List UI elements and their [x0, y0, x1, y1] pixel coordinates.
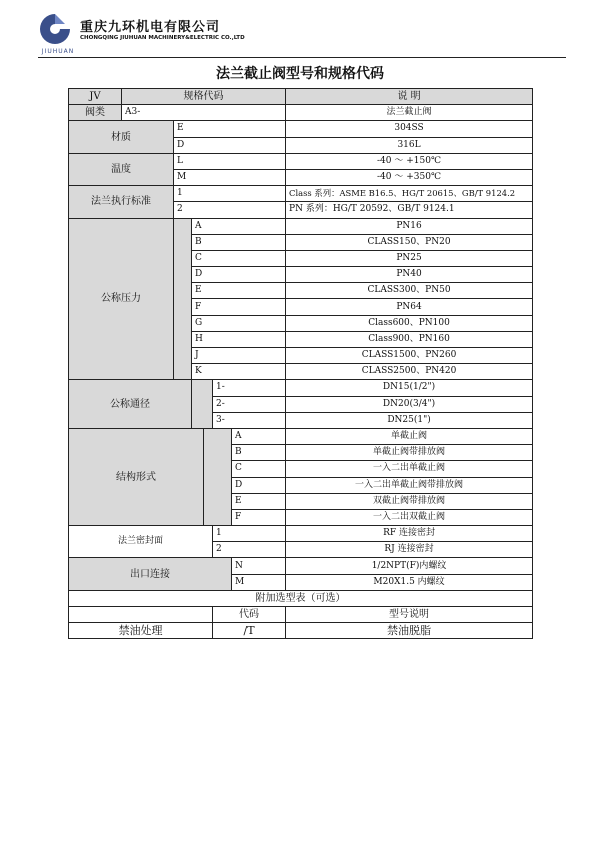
seal-desc: RJ 连接密封 — [286, 542, 533, 558]
optional-col-desc: 型号说明 — [286, 607, 533, 623]
structure-desc: 双截止阀带排放阀 — [286, 493, 533, 509]
company-logo — [38, 12, 75, 55]
table-row — [69, 121, 533, 137]
pressure-code: F — [192, 299, 286, 315]
diameter-desc: DN25(1") — [286, 412, 533, 428]
table-row — [69, 380, 533, 396]
pressure-desc: PN16 — [286, 218, 533, 234]
seal-label: 法兰密封面 — [69, 526, 213, 558]
pressure-desc: CLASS300、PN50 — [286, 283, 533, 299]
valve-type-label: 阀类 — [69, 105, 122, 121]
table-row — [69, 105, 533, 121]
standard-code: 2 — [174, 202, 286, 218]
optional-name: 禁油处理 — [69, 623, 213, 639]
seal-code: 1 — [213, 526, 286, 542]
company-name-en: CHONGQING JIUHUAN MACHINERY&ELECTRIC CO.,LTD — [80, 35, 245, 41]
spec-table — [68, 88, 533, 639]
temperature-label: 温度 — [69, 153, 174, 185]
optional-caption-row — [69, 590, 533, 606]
material-code: D — [174, 137, 286, 153]
standard-label: 法兰执行标准 — [69, 186, 174, 218]
optional-blank-cell — [69, 607, 213, 623]
table-row — [69, 218, 533, 234]
table-row — [69, 526, 533, 542]
company-name: 重庆九环机电有限公司 — [80, 20, 221, 35]
diameter-code: 2- — [213, 396, 286, 412]
standard-code: 1 — [174, 186, 286, 202]
page-title: 法兰截止阀型号和规格代码 — [216, 66, 384, 82]
diameter-desc: DN15(1/2") — [286, 380, 533, 396]
outlet-label: 出口连接 — [69, 558, 232, 590]
pressure-code: E — [192, 283, 286, 299]
pressure-desc: PN25 — [286, 250, 533, 266]
header-divider — [38, 57, 566, 58]
temperature-desc: -40 ～ +350℃ — [286, 169, 533, 185]
pressure-code: C — [192, 250, 286, 266]
structure-code: E — [232, 493, 286, 509]
standard-desc: Class 系列：ASME B16.5、HG/T 20615、GB/T 9124.2 — [286, 186, 533, 202]
structure-code: D — [232, 477, 286, 493]
page-header — [38, 10, 568, 58]
optional-caption: 附加选型表（可选） — [69, 590, 533, 606]
optional-row — [69, 623, 533, 639]
table-row — [69, 428, 533, 444]
standard-desc: PN 系列：HG/T 20592、GB/T 9124.1 — [286, 202, 533, 218]
table-row — [69, 153, 533, 169]
header-spec-code: 规格代码 — [122, 89, 286, 105]
logo-wordmark: JIUHUAN — [41, 48, 75, 55]
pressure-desc: Class900、PN160 — [286, 331, 533, 347]
header-jv: JV — [69, 89, 122, 105]
valve-type-code: A3- — [122, 105, 286, 121]
optional-header-row — [69, 607, 533, 623]
seal-desc: RF 连接密封 — [286, 526, 533, 542]
structure-code: F — [232, 509, 286, 525]
pressure-desc: PN64 — [286, 299, 533, 315]
outlet-desc: 1/2NPT(F)内螺纹 — [286, 558, 533, 574]
seal-code: 2 — [213, 542, 286, 558]
diameter-label: 公称通径 — [69, 380, 192, 429]
pressure-code: G — [192, 315, 286, 331]
pressure-code: H — [192, 331, 286, 347]
structure-desc: 单截止阀 — [286, 428, 533, 444]
table-header-row — [69, 89, 533, 105]
pressure-spacer — [174, 218, 192, 380]
table-row — [69, 558, 533, 574]
outlet-code: M — [232, 574, 286, 590]
material-code: E — [174, 121, 286, 137]
structure-desc: 一入二出单截止阀 — [286, 461, 533, 477]
structure-desc: 单截止阀带排放阀 — [286, 445, 533, 461]
outlet-code: N — [232, 558, 286, 574]
material-label: 材质 — [69, 121, 174, 153]
optional-code: /T — [213, 623, 286, 639]
structure-spacer — [204, 428, 232, 525]
pressure-code: J — [192, 348, 286, 364]
pressure-desc: CLASS150、PN20 — [286, 234, 533, 250]
header-description: 说 明 — [286, 89, 533, 105]
diameter-code: 1- — [213, 380, 286, 396]
pressure-code: D — [192, 267, 286, 283]
material-desc: 316L — [286, 137, 533, 153]
material-desc: 304SS — [286, 121, 533, 137]
pressure-code: B — [192, 234, 286, 250]
pressure-code: K — [192, 364, 286, 380]
diameter-code: 3- — [213, 412, 286, 428]
pressure-desc: PN40 — [286, 267, 533, 283]
diameter-spacer — [192, 380, 213, 429]
valve-type-desc: 法兰截止阀 — [286, 105, 533, 121]
optional-desc: 禁油脱脂 — [286, 623, 533, 639]
structure-desc: 一入二出双截止阀 — [286, 509, 533, 525]
temperature-desc: -40 ～ +150℃ — [286, 153, 533, 169]
pressure-desc: CLASS1500、PN260 — [286, 348, 533, 364]
pressure-desc: Class600、PN100 — [286, 315, 533, 331]
structure-code: C — [232, 461, 286, 477]
optional-col-code: 代码 — [213, 607, 286, 623]
pressure-label: 公称压力 — [69, 218, 174, 380]
outlet-desc: M20X1.5 内螺纹 — [286, 574, 533, 590]
temperature-code: L — [174, 153, 286, 169]
temperature-code: M — [174, 169, 286, 185]
table-row — [69, 186, 533, 202]
pressure-code: A — [192, 218, 286, 234]
structure-code: B — [232, 445, 286, 461]
structure-code: A — [232, 428, 286, 444]
structure-label: 结构形式 — [69, 428, 204, 525]
structure-desc: 一入二出单截止阀带排放阀 — [286, 477, 533, 493]
diameter-desc: DN20(3/4") — [286, 396, 533, 412]
pressure-desc: CLASS2500、PN420 — [286, 364, 533, 380]
